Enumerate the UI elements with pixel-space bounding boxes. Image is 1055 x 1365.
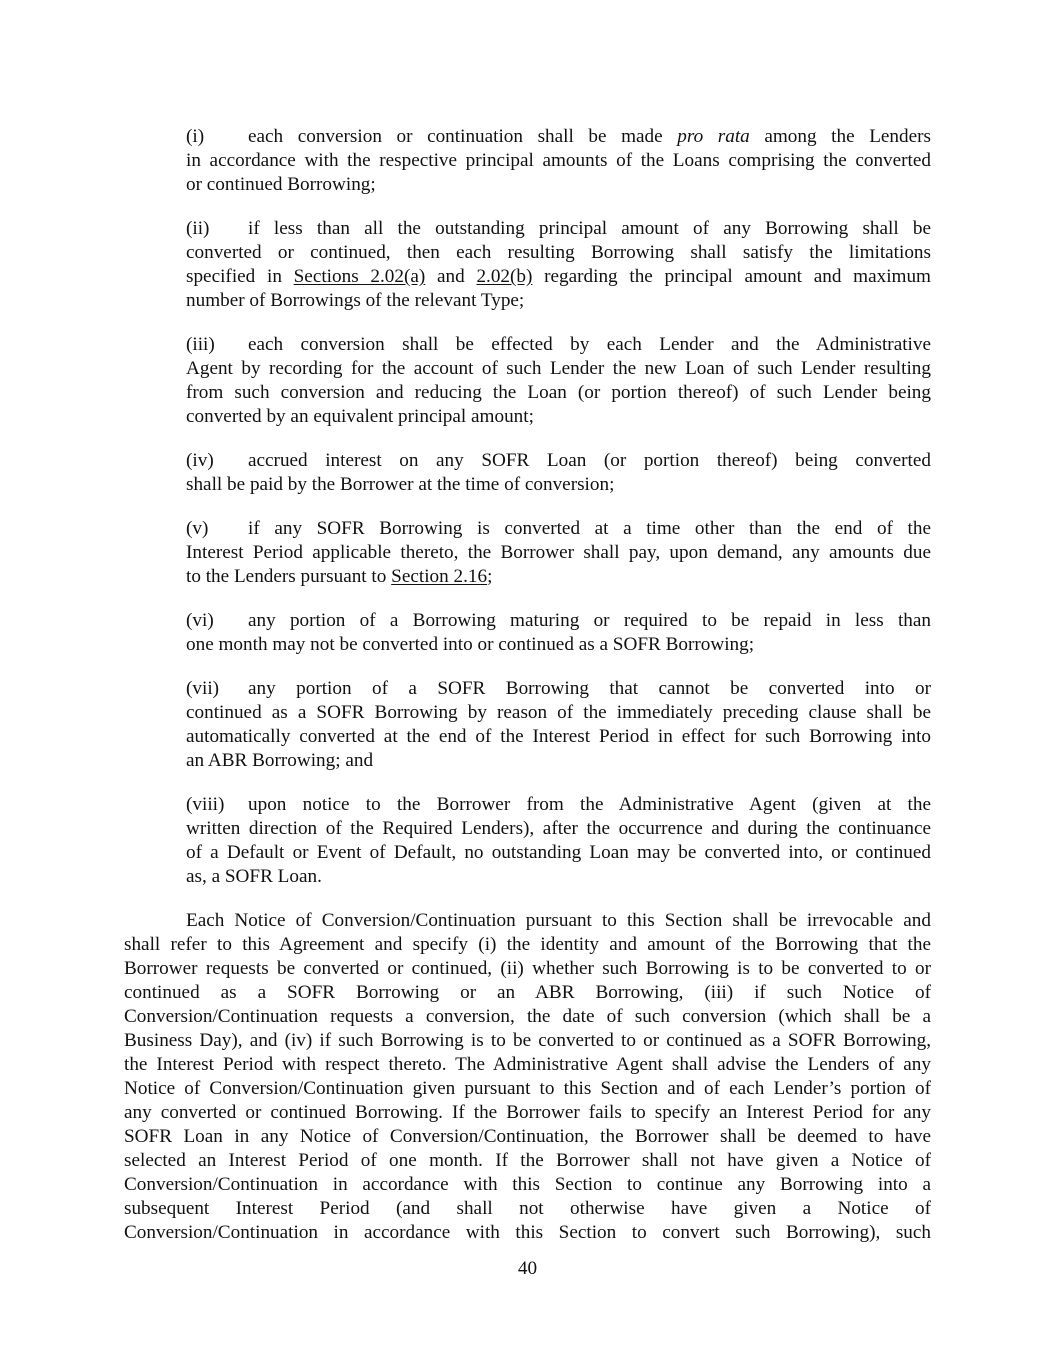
paragraph-line: any converted or continued Borrowing. If the Borrower fails to specify an Interest Period for any: [124, 1102, 931, 1123]
clause-line: one month may not be converted into or continued as a SOFR Borrowing;: [186, 634, 755, 655]
clause-number: (vi): [186, 610, 214, 631]
clause-line: continued as a SOFR Borrowing by reason of the immediately preceding clause shall be: [186, 702, 931, 723]
clause-line: [186, 677, 931, 701]
clause-line: [186, 609, 931, 633]
clause-line: shall be paid by the Borrower at the time of conversion;: [186, 474, 615, 495]
clause-number: (i): [186, 126, 205, 147]
emphasis-pro-rata: pro rata: [677, 126, 750, 147]
closing-paragraph: [124, 909, 931, 1245]
paragraph-line: Each Notice of Conversion/Continuation pursuant to this Section shall be irrevocable and: [186, 910, 931, 931]
page-number: 40: [517, 1258, 538, 1279]
paragraph-line: Conversion/Continuation in accordance with this Section to convert such Borrowing), such: [124, 1222, 931, 1243]
clause-text: upon notice to the Borrower from the Administrative Agent (given at the: [248, 794, 931, 815]
clause-number: (v): [186, 518, 209, 539]
clause-iii: [186, 333, 931, 429]
clause-text: ;: [487, 566, 493, 587]
paragraph-line: SOFR Loan in any Notice of Conversion/Continuation, the Borrower shall be deemed to have: [124, 1126, 931, 1147]
paragraph-line: selected an Interest Period of one month. If the Borrower shall not have given a Notice of: [124, 1150, 931, 1171]
clause-v: [186, 517, 931, 589]
cross-reference-link-2-02b[interactable]: 2.02(b): [476, 266, 533, 287]
clause-text: each conversion or continuation shall be made: [248, 126, 678, 147]
clause-text: and: [425, 266, 477, 287]
clause-text: among the Lenders: [749, 126, 931, 147]
clause-line: converted or continued, then each resulting Borrowing shall satisfy the limitations: [186, 242, 931, 263]
clause-text: if any SOFR Borrowing is converted at a time other than the end of the: [248, 518, 931, 539]
clause-text: any portion of a Borrowing maturing or required to be repaid in less than: [248, 610, 931, 631]
cross-reference-link-sections-2-02a[interactable]: Sections 2.02(a): [293, 266, 426, 287]
clause-line: [186, 217, 931, 241]
clause-text: any portion of a SOFR Borrowing that cannot be converted into or: [248, 678, 931, 699]
clause-number: (ii): [186, 218, 210, 239]
cross-reference-link-section-2-16[interactable]: Section 2.16: [391, 566, 488, 587]
clause-line: of a Default or Event of Default, no outstanding Loan may be converted into, or continued: [186, 842, 931, 863]
clause-vii: [186, 677, 931, 773]
clause-text: to the Lenders pursuant to: [186, 566, 392, 587]
paragraph-line: Business Day), and (iv) if such Borrowing is to be converted to or continued as a SOFR Borrowing,: [124, 1030, 931, 1051]
clause-line: Interest Period applicable thereto, the Borrower shall pay, upon demand, any amounts due: [186, 542, 931, 563]
clause-line: converted by an equivalent principal amount;: [186, 406, 534, 427]
paragraph-line: Notice of Conversion/Continuation given pursuant to this Section and of each Lender’s portion of: [124, 1078, 931, 1099]
clause-text: each conversion shall be effected by each Lender and the Administrative: [248, 334, 931, 355]
paragraph-line: subsequent Interest Period (and shall not otherwise have given a Notice of: [124, 1198, 931, 1219]
clause-line: in accordance with the respective principal amounts of the Loans comprising the converted: [186, 150, 931, 171]
clause-line: [186, 517, 931, 541]
paragraph-line: shall refer to this Agreement and specify (i) the identity and amount of the Borrowing that the: [124, 934, 931, 955]
clause-text: regarding the principal amount and maximum: [532, 266, 931, 287]
paragraph-line: Conversion/Continuation requests a conversion, the date of such conversion (which shall be a: [124, 1006, 931, 1027]
clause-text: accrued interest on any SOFR Loan (or portion thereof) being converted: [248, 450, 931, 471]
clause-line: automatically converted at the end of the Interest Period in effect for such Borrowing into: [186, 726, 931, 747]
clause-ii: [186, 217, 931, 313]
paragraph-line: Conversion/Continuation in accordance with this Section to continue any Borrowing into a: [124, 1174, 931, 1195]
clause-line: [186, 265, 931, 289]
clause-vi: [186, 609, 931, 657]
clause-number: (viii): [186, 794, 225, 815]
paragraph-line: continued as a SOFR Borrowing or an ABR Borrowing, (iii) if such Notice of: [124, 982, 931, 1003]
clause-iv: [186, 449, 931, 497]
clause-line: as, a SOFR Loan.: [186, 866, 322, 887]
clause-line: number of Borrowings of the relevant Type;: [186, 290, 525, 311]
clause-number: (vii): [186, 678, 220, 699]
clause-line: [186, 565, 931, 589]
clause-number: (iii): [186, 334, 215, 355]
paragraph-line: Borrower requests be converted or continued, (ii) whether such Borrowing is to be converted to or: [124, 958, 931, 979]
clause-viii: [186, 793, 931, 889]
clause-line: [186, 125, 931, 149]
clause-line: [186, 333, 931, 357]
clause-line: written direction of the Required Lenders), after the occurrence and during the continuance: [186, 818, 931, 839]
clause-line: Agent by recording for the account of such Lender the new Loan of such Lender resulting: [186, 358, 931, 379]
clause-text: if less than all the outstanding principal amount of any Borrowing shall be: [248, 218, 931, 239]
clause-line: [186, 449, 931, 473]
clause-number: (iv): [186, 450, 214, 471]
clause-line: an ABR Borrowing; and: [186, 750, 374, 771]
clause-line: or continued Borrowing;: [186, 174, 376, 195]
clause-text: specified in: [186, 266, 294, 287]
clause-line: [186, 793, 931, 817]
paragraph-line: the Interest Period with respect thereto. The Administrative Agent shall advise the Lenders of any: [124, 1054, 931, 1075]
clause-line: from such conversion and reducing the Loan (or portion thereof) of such Lender being: [186, 382, 931, 403]
clause-i: [186, 125, 931, 197]
